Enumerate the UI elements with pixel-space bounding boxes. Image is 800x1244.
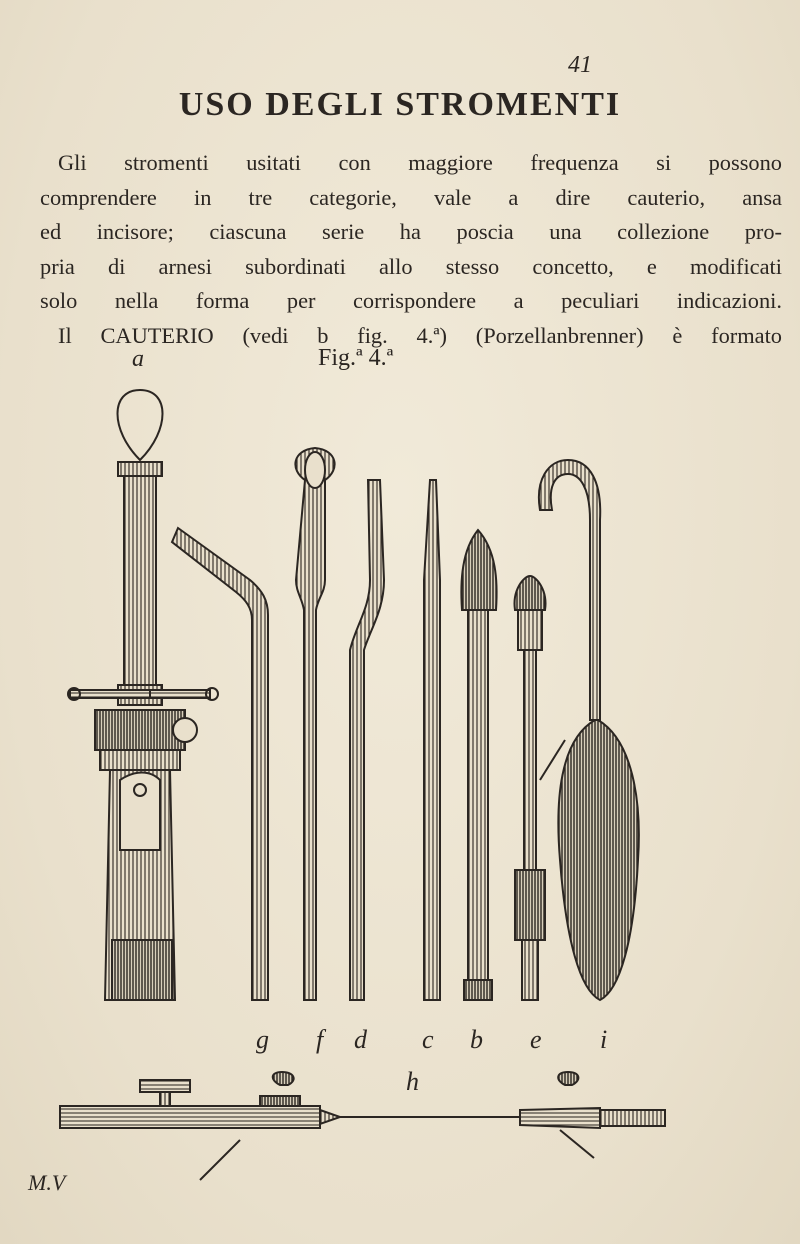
body-paragraph <box>40 146 782 354</box>
engraver-signature: M.V <box>28 1170 66 1195</box>
label-h: h <box>406 1067 419 1096</box>
label-d: d <box>354 1025 367 1054</box>
instrument-g <box>172 528 268 1000</box>
label-f: f <box>316 1025 324 1054</box>
instrument-b <box>461 530 496 1000</box>
instrument-d <box>350 480 384 1000</box>
paragraph-line: Gli stromenti usitati con maggiore frequenza si possono <box>58 150 782 175</box>
figure-label-a: a <box>132 346 144 372</box>
paragraph-line: Il CAUTERIO (vedi b fig. 4.ª) (Porzellanbrenner) è formato <box>58 322 782 348</box>
label-g: g <box>256 1025 269 1054</box>
instrument-f <box>295 448 334 1000</box>
figure-caption: Fig.ª 4.ª <box>318 345 394 371</box>
instrument-h <box>60 1072 665 1180</box>
instruments-illustration <box>0 380 800 1210</box>
paragraph-line: comprendere in tre categorie, vale a dire cauterio, ansa <box>40 184 782 210</box>
label-i: i <box>600 1025 608 1054</box>
section-heading: USO DEGLI STROMENTI <box>178 86 622 123</box>
paragraph-line: ed incisore; ciascuna serie ha poscia una collezione pro- <box>40 219 782 245</box>
instrument-c <box>424 480 440 1000</box>
instrument-e <box>515 576 546 1000</box>
label-e: e <box>530 1025 542 1054</box>
label-c: c <box>422 1025 434 1054</box>
paragraph-line: solo nella forma per corrispondere a peculiari indicazioni. <box>40 288 782 314</box>
label-b: b <box>470 1025 483 1054</box>
paragraph-line: pria di arnesi subordinati allo stesso concetto, e modificati <box>40 253 782 279</box>
instrument-i <box>539 460 639 1000</box>
instrument-a <box>68 390 218 1000</box>
page-number: 41 <box>568 52 592 78</box>
